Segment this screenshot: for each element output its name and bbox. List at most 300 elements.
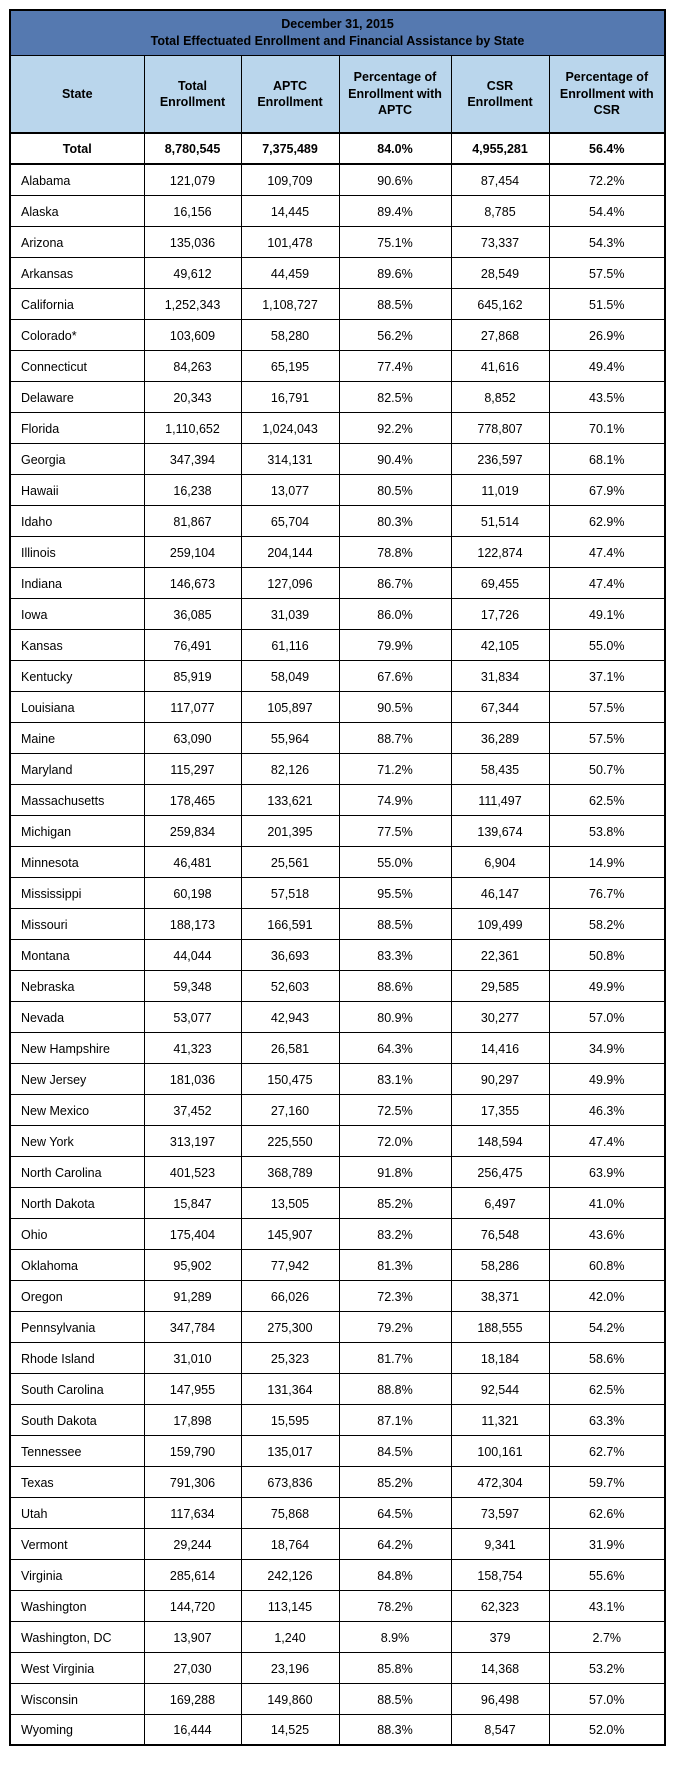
value-cell: 791,306 [144, 1466, 241, 1497]
table-row [10, 1001, 665, 1032]
table-row [10, 1125, 665, 1156]
value-cell: 75,868 [241, 1497, 339, 1528]
value-cell: 87,454 [451, 164, 549, 195]
value-cell: 121,079 [144, 164, 241, 195]
state-cell: Delaware [10, 381, 144, 412]
value-cell: 52.0% [549, 1714, 665, 1745]
value-cell: 169,288 [144, 1683, 241, 1714]
value-cell: 133,621 [241, 784, 339, 815]
value-cell: 80.5% [339, 474, 451, 505]
value-cell: 87.1% [339, 1404, 451, 1435]
value-cell: 85.8% [339, 1652, 451, 1683]
column-header-csr-enrollment: CSR Enrollment [451, 55, 549, 133]
value-cell: 58,280 [241, 319, 339, 350]
table-row [10, 629, 665, 660]
value-cell: 57,518 [241, 877, 339, 908]
value-cell: 79.2% [339, 1311, 451, 1342]
value-cell: 115,297 [144, 753, 241, 784]
value-cell: 62.5% [549, 1373, 665, 1404]
state-cell: Colorado* [10, 319, 144, 350]
value-cell: 55.0% [339, 846, 451, 877]
state-cell: Vermont [10, 1528, 144, 1559]
value-cell: 36,693 [241, 939, 339, 970]
title-date: December 31, 2015 [281, 16, 394, 31]
value-cell: 74.9% [339, 784, 451, 815]
table-row [10, 815, 665, 846]
table-row [10, 1249, 665, 1280]
value-cell: 105,897 [241, 691, 339, 722]
value-cell: 113,145 [241, 1590, 339, 1621]
state-cell: Michigan [10, 815, 144, 846]
value-cell: 9,341 [451, 1528, 549, 1559]
table-title [10, 10, 665, 55]
value-cell: 80.3% [339, 505, 451, 536]
value-cell: 645,162 [451, 288, 549, 319]
value-cell: 127,096 [241, 567, 339, 598]
value-cell: 77.4% [339, 350, 451, 381]
value-cell: 8,852 [451, 381, 549, 412]
state-cell: Ohio [10, 1218, 144, 1249]
value-cell: 225,550 [241, 1125, 339, 1156]
value-cell: 117,077 [144, 691, 241, 722]
table-row [10, 1683, 665, 1714]
table-row [10, 1528, 665, 1559]
value-cell: 6,497 [451, 1187, 549, 1218]
value-cell: 18,764 [241, 1528, 339, 1559]
value-cell: 43.1% [549, 1590, 665, 1621]
value-cell: 28,549 [451, 257, 549, 288]
table-row [10, 381, 665, 412]
value-cell: 90.5% [339, 691, 451, 722]
state-cell: Montana [10, 939, 144, 970]
value-cell: 91,289 [144, 1280, 241, 1311]
table-row [10, 753, 665, 784]
value-cell: 51,514 [451, 505, 549, 536]
value-cell: 88.6% [339, 970, 451, 1001]
value-cell: 61,116 [241, 629, 339, 660]
value-cell: 60,198 [144, 877, 241, 908]
value-cell: 43.6% [549, 1218, 665, 1249]
value-cell: 63,090 [144, 722, 241, 753]
value-cell: 236,597 [451, 443, 549, 474]
value-cell: 41.0% [549, 1187, 665, 1218]
title-row [10, 10, 665, 55]
value-cell: 50.7% [549, 753, 665, 784]
table-row [10, 505, 665, 536]
value-cell: 34.9% [549, 1032, 665, 1063]
state-cell: Connecticut [10, 350, 144, 381]
value-cell: 62.5% [549, 784, 665, 815]
value-cell: 84,263 [144, 350, 241, 381]
value-cell: 122,874 [451, 536, 549, 567]
value-cell: 58,049 [241, 660, 339, 691]
value-cell: 26,581 [241, 1032, 339, 1063]
table-row [10, 567, 665, 598]
value-cell: 347,394 [144, 443, 241, 474]
value-cell: 178,465 [144, 784, 241, 815]
value-cell: 64.3% [339, 1032, 451, 1063]
state-cell: Nebraska [10, 970, 144, 1001]
value-cell: 103,609 [144, 319, 241, 350]
value-cell: 16,791 [241, 381, 339, 412]
state-cell: Alaska [10, 195, 144, 226]
value-cell: 8,780,545 [144, 133, 241, 164]
value-cell: 88.5% [339, 288, 451, 319]
value-cell: 16,238 [144, 474, 241, 505]
value-cell: 159,790 [144, 1435, 241, 1466]
value-cell: 86.7% [339, 567, 451, 598]
value-cell: 55,964 [241, 722, 339, 753]
value-cell: 29,244 [144, 1528, 241, 1559]
value-cell: 166,591 [241, 908, 339, 939]
state-cell: Illinois [10, 536, 144, 567]
value-cell: 85,919 [144, 660, 241, 691]
state-cell: Oklahoma [10, 1249, 144, 1280]
value-cell: 1,108,727 [241, 288, 339, 319]
value-cell: 49.1% [549, 598, 665, 629]
state-cell: New Mexico [10, 1094, 144, 1125]
table-row [10, 660, 665, 691]
value-cell: 95,902 [144, 1249, 241, 1280]
value-cell: 83.3% [339, 939, 451, 970]
value-cell: 67,344 [451, 691, 549, 722]
value-cell: 109,499 [451, 908, 549, 939]
state-cell: Nevada [10, 1001, 144, 1032]
value-cell: 88.5% [339, 1683, 451, 1714]
value-cell: 46,147 [451, 877, 549, 908]
value-cell: 379 [451, 1621, 549, 1652]
value-cell: 201,395 [241, 815, 339, 846]
column-header-aptc-enrollment: APTC Enrollment [241, 55, 339, 133]
value-cell: 27,160 [241, 1094, 339, 1125]
value-cell: 285,614 [144, 1559, 241, 1590]
value-cell: 135,017 [241, 1435, 339, 1466]
value-cell: 46,481 [144, 846, 241, 877]
value-cell: 64.2% [339, 1528, 451, 1559]
value-cell: 8,785 [451, 195, 549, 226]
state-cell: Rhode Island [10, 1342, 144, 1373]
value-cell: 347,784 [144, 1311, 241, 1342]
table-row [10, 164, 665, 195]
value-cell: 56.2% [339, 319, 451, 350]
value-cell: 25,561 [241, 846, 339, 877]
value-cell: 90,297 [451, 1063, 549, 1094]
table-row [10, 1218, 665, 1249]
value-cell: 80.9% [339, 1001, 451, 1032]
value-cell: 25,323 [241, 1342, 339, 1373]
value-cell: 75.1% [339, 226, 451, 257]
table-row [10, 474, 665, 505]
value-cell: 14,368 [451, 1652, 549, 1683]
table-body [10, 133, 665, 1745]
state-cell: Tennessee [10, 1435, 144, 1466]
value-cell: 50.8% [549, 939, 665, 970]
table-row [10, 1652, 665, 1683]
value-cell: 2.7% [549, 1621, 665, 1652]
value-cell: 117,634 [144, 1497, 241, 1528]
value-cell: 149,860 [241, 1683, 339, 1714]
value-cell: 59,348 [144, 970, 241, 1001]
value-cell: 135,036 [144, 226, 241, 257]
table-row [10, 691, 665, 722]
value-cell: 1,024,043 [241, 412, 339, 443]
value-cell: 37.1% [549, 660, 665, 691]
value-cell: 47.4% [549, 536, 665, 567]
column-header-pct-csr: Percentage of Enrollment with CSR [549, 55, 665, 133]
table-row [10, 1094, 665, 1125]
value-cell: 73,337 [451, 226, 549, 257]
value-cell: 69,455 [451, 567, 549, 598]
value-cell: 30,277 [451, 1001, 549, 1032]
value-cell: 31.9% [549, 1528, 665, 1559]
value-cell: 42,105 [451, 629, 549, 660]
table-row [10, 598, 665, 629]
value-cell: 78.2% [339, 1590, 451, 1621]
state-cell: Kansas [10, 629, 144, 660]
value-cell: 92.2% [339, 412, 451, 443]
table-row [10, 319, 665, 350]
state-cell: Oregon [10, 1280, 144, 1311]
value-cell: 55.6% [549, 1559, 665, 1590]
state-cell: New York [10, 1125, 144, 1156]
value-cell: 95.5% [339, 877, 451, 908]
value-cell: 204,144 [241, 536, 339, 567]
value-cell: 111,497 [451, 784, 549, 815]
value-cell: 57.5% [549, 691, 665, 722]
column-header-total-enrollment: Total Enrollment [144, 55, 241, 133]
value-cell: 67.9% [549, 474, 665, 505]
value-cell: 20,343 [144, 381, 241, 412]
value-cell: 64.5% [339, 1497, 451, 1528]
value-cell: 59.7% [549, 1466, 665, 1497]
state-cell: California [10, 288, 144, 319]
value-cell: 188,555 [451, 1311, 549, 1342]
value-cell: 148,594 [451, 1125, 549, 1156]
value-cell: 44,044 [144, 939, 241, 970]
value-cell: 188,173 [144, 908, 241, 939]
state-cell: Iowa [10, 598, 144, 629]
value-cell: 76,548 [451, 1218, 549, 1249]
value-cell: 62.6% [549, 1497, 665, 1528]
table-row [10, 226, 665, 257]
value-cell: 49.9% [549, 970, 665, 1001]
state-cell: Arkansas [10, 257, 144, 288]
value-cell: 89.6% [339, 257, 451, 288]
column-header-state: State [10, 55, 144, 133]
table-row [10, 1559, 665, 1590]
state-cell: Utah [10, 1497, 144, 1528]
value-cell: 41,323 [144, 1032, 241, 1063]
value-cell: 62,323 [451, 1590, 549, 1621]
value-cell: 15,847 [144, 1187, 241, 1218]
table-row [10, 443, 665, 474]
state-cell: Kentucky [10, 660, 144, 691]
value-cell: 242,126 [241, 1559, 339, 1590]
value-cell: 256,475 [451, 1156, 549, 1187]
state-cell: Wisconsin [10, 1683, 144, 1714]
value-cell: 11,019 [451, 474, 549, 505]
value-cell: 38,371 [451, 1280, 549, 1311]
state-cell: New Hampshire [10, 1032, 144, 1063]
state-cell: Maine [10, 722, 144, 753]
value-cell: 81,867 [144, 505, 241, 536]
total-row [10, 133, 665, 164]
value-cell: 72.2% [549, 164, 665, 195]
state-cell: Minnesota [10, 846, 144, 877]
state-cell: Washington [10, 1590, 144, 1621]
table-row [10, 1187, 665, 1218]
table-row [10, 1342, 665, 1373]
title-subject: Total Effectuated Enrollment and Financial Assistance by State [150, 33, 525, 48]
value-cell: 84.0% [339, 133, 451, 164]
value-cell: 6,904 [451, 846, 549, 877]
value-cell: 79.9% [339, 629, 451, 660]
state-cell: Maryland [10, 753, 144, 784]
value-cell: 72.5% [339, 1094, 451, 1125]
value-cell: 54.4% [549, 195, 665, 226]
value-cell: 82.5% [339, 381, 451, 412]
value-cell: 29,585 [451, 970, 549, 1001]
state-cell: Florida [10, 412, 144, 443]
value-cell: 89.4% [339, 195, 451, 226]
value-cell: 368,789 [241, 1156, 339, 1187]
value-cell: 83.2% [339, 1218, 451, 1249]
state-cell: North Carolina [10, 1156, 144, 1187]
value-cell: 49,612 [144, 257, 241, 288]
value-cell: 86.0% [339, 598, 451, 629]
enrollment-table [9, 9, 666, 1746]
table-row [10, 536, 665, 567]
value-cell: 52,603 [241, 970, 339, 1001]
table-row [10, 1404, 665, 1435]
value-cell: 73,597 [451, 1497, 549, 1528]
value-cell: 175,404 [144, 1218, 241, 1249]
value-cell: 57.0% [549, 1683, 665, 1714]
value-cell: 49.4% [549, 350, 665, 381]
value-cell: 90.6% [339, 164, 451, 195]
value-cell: 91.8% [339, 1156, 451, 1187]
value-cell: 46.3% [549, 1094, 665, 1125]
value-cell: 14,445 [241, 195, 339, 226]
table-row [10, 784, 665, 815]
value-cell: 58,286 [451, 1249, 549, 1280]
value-cell: 88.3% [339, 1714, 451, 1745]
value-cell: 83.1% [339, 1063, 451, 1094]
value-cell: 57.5% [549, 257, 665, 288]
value-cell: 8.9% [339, 1621, 451, 1652]
table-row [10, 1590, 665, 1621]
table-row [10, 1466, 665, 1497]
value-cell: 42.0% [549, 1280, 665, 1311]
state-cell: Massachusetts [10, 784, 144, 815]
value-cell: 314,131 [241, 443, 339, 474]
value-cell: 44,459 [241, 257, 339, 288]
value-cell: 31,834 [451, 660, 549, 691]
value-cell: 150,475 [241, 1063, 339, 1094]
state-cell: Louisiana [10, 691, 144, 722]
value-cell: 76,491 [144, 629, 241, 660]
value-cell: 13,505 [241, 1187, 339, 1218]
value-cell: 131,364 [241, 1373, 339, 1404]
value-cell: 1,240 [241, 1621, 339, 1652]
value-cell: 8,547 [451, 1714, 549, 1745]
value-cell: 84.5% [339, 1435, 451, 1466]
value-cell: 70.1% [549, 412, 665, 443]
value-cell: 88.5% [339, 908, 451, 939]
value-cell: 36,289 [451, 722, 549, 753]
value-cell: 13,077 [241, 474, 339, 505]
value-cell: 31,039 [241, 598, 339, 629]
value-cell: 56.4% [549, 133, 665, 164]
value-cell: 275,300 [241, 1311, 339, 1342]
value-cell: 7,375,489 [241, 133, 339, 164]
state-cell: Washington, DC [10, 1621, 144, 1652]
state-cell: Georgia [10, 443, 144, 474]
value-cell: 100,161 [451, 1435, 549, 1466]
state-cell: South Dakota [10, 1404, 144, 1435]
value-cell: 139,674 [451, 815, 549, 846]
state-cell: Total [10, 133, 144, 164]
state-cell: Hawaii [10, 474, 144, 505]
value-cell: 68.1% [549, 443, 665, 474]
value-cell: 62.7% [549, 1435, 665, 1466]
value-cell: 54.2% [549, 1311, 665, 1342]
value-cell: 62.9% [549, 505, 665, 536]
value-cell: 81.7% [339, 1342, 451, 1373]
value-cell: 22,361 [451, 939, 549, 970]
value-cell: 11,321 [451, 1404, 549, 1435]
value-cell: 17,355 [451, 1094, 549, 1125]
value-cell: 57.0% [549, 1001, 665, 1032]
value-cell: 66,026 [241, 1280, 339, 1311]
value-cell: 101,478 [241, 226, 339, 257]
value-cell: 54.3% [549, 226, 665, 257]
value-cell: 88.7% [339, 722, 451, 753]
value-cell: 36,085 [144, 598, 241, 629]
value-cell: 1,110,652 [144, 412, 241, 443]
value-cell: 16,156 [144, 195, 241, 226]
table-row [10, 877, 665, 908]
value-cell: 673,836 [241, 1466, 339, 1497]
value-cell: 77,942 [241, 1249, 339, 1280]
value-cell: 77.5% [339, 815, 451, 846]
table-row [10, 1497, 665, 1528]
state-cell: West Virginia [10, 1652, 144, 1683]
value-cell: 53.8% [549, 815, 665, 846]
value-cell: 27,030 [144, 1652, 241, 1683]
value-cell: 67.6% [339, 660, 451, 691]
value-cell: 17,726 [451, 598, 549, 629]
value-cell: 472,304 [451, 1466, 549, 1497]
table-row [10, 846, 665, 877]
value-cell: 42,943 [241, 1001, 339, 1032]
value-cell: 90.4% [339, 443, 451, 474]
value-cell: 51.5% [549, 288, 665, 319]
value-cell: 18,184 [451, 1342, 549, 1373]
value-cell: 13,907 [144, 1621, 241, 1652]
table-row [10, 1311, 665, 1342]
table-row [10, 1032, 665, 1063]
value-cell: 63.3% [549, 1404, 665, 1435]
table-row [10, 288, 665, 319]
value-cell: 58,435 [451, 753, 549, 784]
table-row [10, 1373, 665, 1404]
value-cell: 72.0% [339, 1125, 451, 1156]
state-cell: Pennsylvania [10, 1311, 144, 1342]
value-cell: 31,010 [144, 1342, 241, 1373]
value-cell: 4,955,281 [451, 133, 549, 164]
value-cell: 60.8% [549, 1249, 665, 1280]
